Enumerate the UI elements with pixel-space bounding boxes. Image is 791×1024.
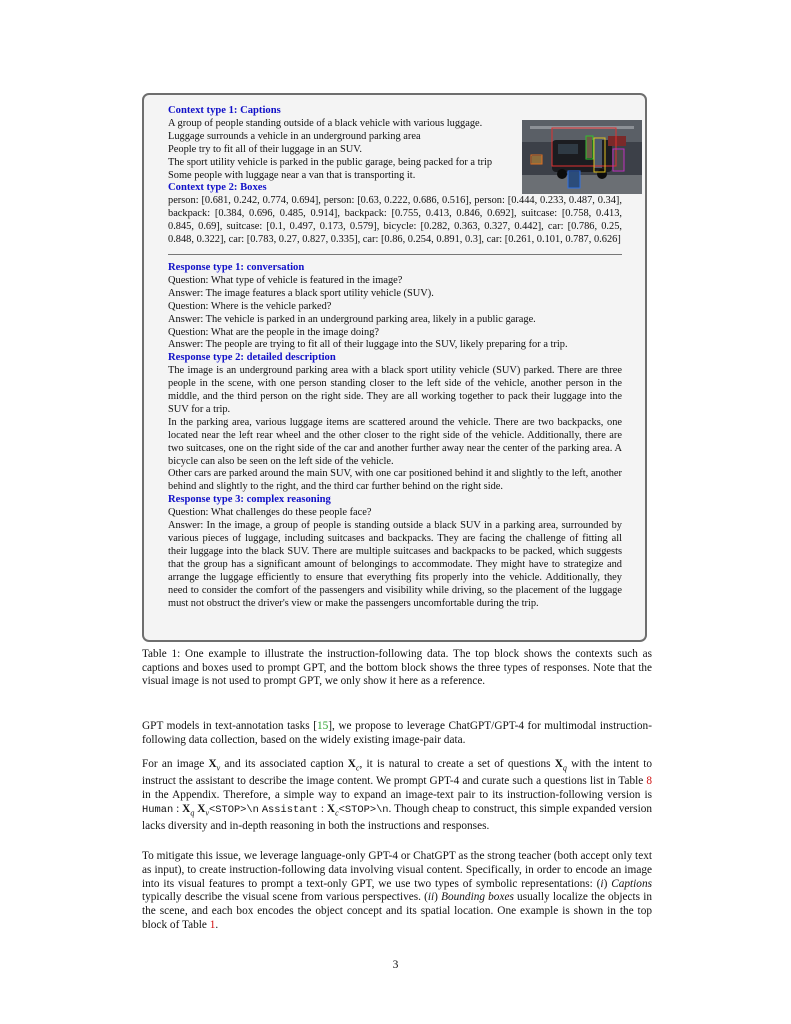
para-text: and its associated caption	[220, 758, 348, 770]
para-text: . Though cheap to construct, this simple expanded version lacks diversity and in-depth reasoning in both the instructions and responses.	[142, 802, 652, 832]
parking-garage-photo	[522, 120, 642, 194]
conversation-line: Question: What type of vehicle is featured in the image?	[168, 274, 403, 286]
body-paragraph-3	[142, 850, 652, 933]
conversation-line: Answer: The people are trying to fit all of their luggage into the SUV, likely preparing for a trip.	[168, 339, 568, 351]
conversation-line: Answer: The vehicle is parked in an underground parking area, likely in a public garage.	[168, 313, 536, 325]
para-text: with the intent to instruct the assistant to describe the image content. We prompt GPT-4 and curate such a questions list in Table	[142, 758, 653, 788]
para-text: GPT models in text-annotation tasks [	[142, 720, 317, 732]
caption-line: People try to fit all of their luggage in an SUV.	[168, 143, 363, 155]
math-question-var: $X_q$	[182, 802, 195, 817]
roman-numeral: ii	[427, 891, 435, 904]
detailed-description-heading: Response type 2: detailed description	[168, 352, 336, 364]
detailed-description-paragraph: Other cars are parked around the main SUV, with one car positioned behind it and slightly to the left, another behind and slightly to the right, and the third car further behind on the right side.	[168, 468, 622, 493]
bounding-boxes-term: Bounding boxes	[441, 891, 514, 904]
para-text: ], we propose to leverage ChatGPT/GPT-4 for multimodal instruction-following data collection, based on the widely existing image-pair data.	[142, 720, 652, 746]
para-text: .	[215, 918, 219, 931]
caption-line: Luggage surrounds a vehicle in an underground parking area	[168, 130, 421, 142]
instruction-data-example-box	[142, 93, 647, 642]
assistant-token: Assistant	[261, 803, 318, 816]
boxes-text: person: [0.681, 0.242, 0.774, 0.694], person: [0.63, 0.222, 0.686, 0.516], person: [0.444, 0.233, 0.487, 0.34], backpack: [0.384, 0.696, 0.485, 0.914], backpack: [0.755, 0.413, 0.846, 0.692], suitcase: [0.758, 0.413, 0.845, 0.69], suitcase: [0.1, 0.497, 0.173, 0.579], bicycle: [0.282, 0.363, 0.327, 0.442], car: [0.786, 0.25, 0.848, 0.322], car: [0.783, 0.27, 0.827, 0.335], car: [0.86, 0.254, 0.891, 0.3], car: [0.261, 0.101, 0.787, 0.626]	[168, 195, 622, 246]
para-text: usually localize the objects in the scene, and each box encodes the object concept and its spatial location. One example is shown in the top block of Table	[142, 891, 652, 931]
boxes-heading: Context type 2: Boxes	[168, 182, 267, 194]
math-image-var: $X_v$	[197, 802, 209, 817]
caption-line: Some people with luggage near a van that is transporting it.	[168, 169, 416, 181]
section-divider	[168, 254, 622, 255]
caption-line: A group of people standing outside of a black vehicle with various luggage.	[168, 117, 483, 129]
caption-line: The sport utility vehicle is parked in the public garage, being packed for a trip	[168, 156, 493, 168]
body-paragraph-1	[142, 720, 652, 748]
stop-token: <STOP>\n	[338, 803, 389, 816]
conversation-line: Question: What are the people in the image doing?	[168, 326, 380, 338]
captions-heading: Context type 1: Captions	[168, 105, 281, 116]
complex-reasoning-heading: Response type 3: complex reasoning	[168, 494, 331, 506]
table-ref-link[interactable]: 8	[646, 775, 652, 788]
conversation-heading: Response type 1: conversation	[168, 261, 305, 273]
para-text: To mitigate this issue, we leverage language-only GPT-4 or ChatGPT as the strong teacher (both accept only text as input), to create instruction-following data involving visual content. Specifically, in order to encode an image into its visual features to prompt a text-only GPT, we use two types of symbolic representations: (	[142, 850, 652, 890]
table-ref-link[interactable]: 1	[209, 918, 216, 931]
conversation-line: Answer: The image features a black sport utility vehicle (SUV).	[168, 287, 434, 299]
reasoning-answer: Answer: In the image, a group of people is standing outside a black SUV in a parking area, surrounded by various pieces of luggage, including suitcases and backpacks. They are facing the challenge of fitting all their luggage into the black SUV. There are multiple suitcases and backpacks to be packed, which suggests that the group has a significant amount of belongings to accommodate. They might have to strategize and arrange the luggage efficiently to ensure that everything fits properly into the vehicle. Additionally, they need to consider the comfort of the passengers and visibility while driving, so the placement of the luggage must not obstruct the driver's view or make the passengers uncomfortable during the trip.	[168, 520, 622, 609]
math-question-var: $X_q$	[554, 758, 567, 773]
captions-term: Captions	[611, 877, 652, 890]
conversation-line: Question: Where is the vehicle parked?	[168, 300, 332, 312]
detailed-description-paragraph: The image is an underground parking area with a black sport utility vehicle (SUV) parked. There are three people in the scene, with one person standing closer to the left side of the vehicle, another person in the middle, and the third person on the right side. They are all working together to pack their luggage into the SUV for a trip.	[168, 365, 622, 415]
para-text: in the Appendix. Therefore, a simple way to expand an image-text pair to its instruction-following version is	[142, 788, 652, 801]
para-text: typically describe the visual scene from various perspectives. (	[142, 891, 428, 904]
reasoning-question: Question: What challenges do these people face?	[168, 507, 372, 519]
detailed-description-paragraph: In the parking area, various luggage items are scattered around the vehicle. There are two backpacks, one located near the left rear wheel and the other closer to the right side of the vehicle. Additionally, there are two suitcases, one on the right side of the car and another further away near the center of the parking area. A bicycle can also be seen on the left side of the vehicle.	[168, 416, 622, 467]
math-image-var: $X_v$	[208, 758, 221, 773]
para-text: )	[603, 877, 612, 890]
para-text: , it is natural to create a set of questions	[359, 758, 555, 770]
table-caption: Table 1: One example to illustrate the instruction-following data. The top block shows the contexts such as captions and boxes used to prompt GPT, and the bottom block shows the three types of responses. Note that the visual image is not used to prompt GPT, we only show it here as a reference.	[142, 648, 652, 688]
body-paragraph-2: For an image $X_v$ and its associated caption $X_c$, it is natural to create a set of questions $X_q$ with the intent to instruct the assistant to describe the image content. We prompt GPT-4 and curate such a questions list in Table 8 in the Appendix. Therefore, a simple way to expand an image-text pair to its instruction-following version is Human : $X_q$ $X_v<STOP>\backslash n$ Assistant : $X_c<STOP>\backslash n$. Though cheap to construct, this simple expanded version lacks diversity and in-depth reasoning in both the instructions and responses.	[142, 758, 653, 832]
page-number: 3	[392, 959, 399, 971]
human-token: Human	[142, 803, 174, 816]
math-caption-var: $X_c$	[326, 802, 339, 817]
citation-link[interactable]: 15	[316, 720, 329, 732]
stop-token: <STOP>\n	[209, 803, 259, 816]
para-text: )	[434, 891, 442, 904]
para-text: For an image	[142, 758, 209, 770]
roman-numeral: i	[600, 877, 604, 890]
math-caption-var: $X_c$	[347, 758, 360, 773]
